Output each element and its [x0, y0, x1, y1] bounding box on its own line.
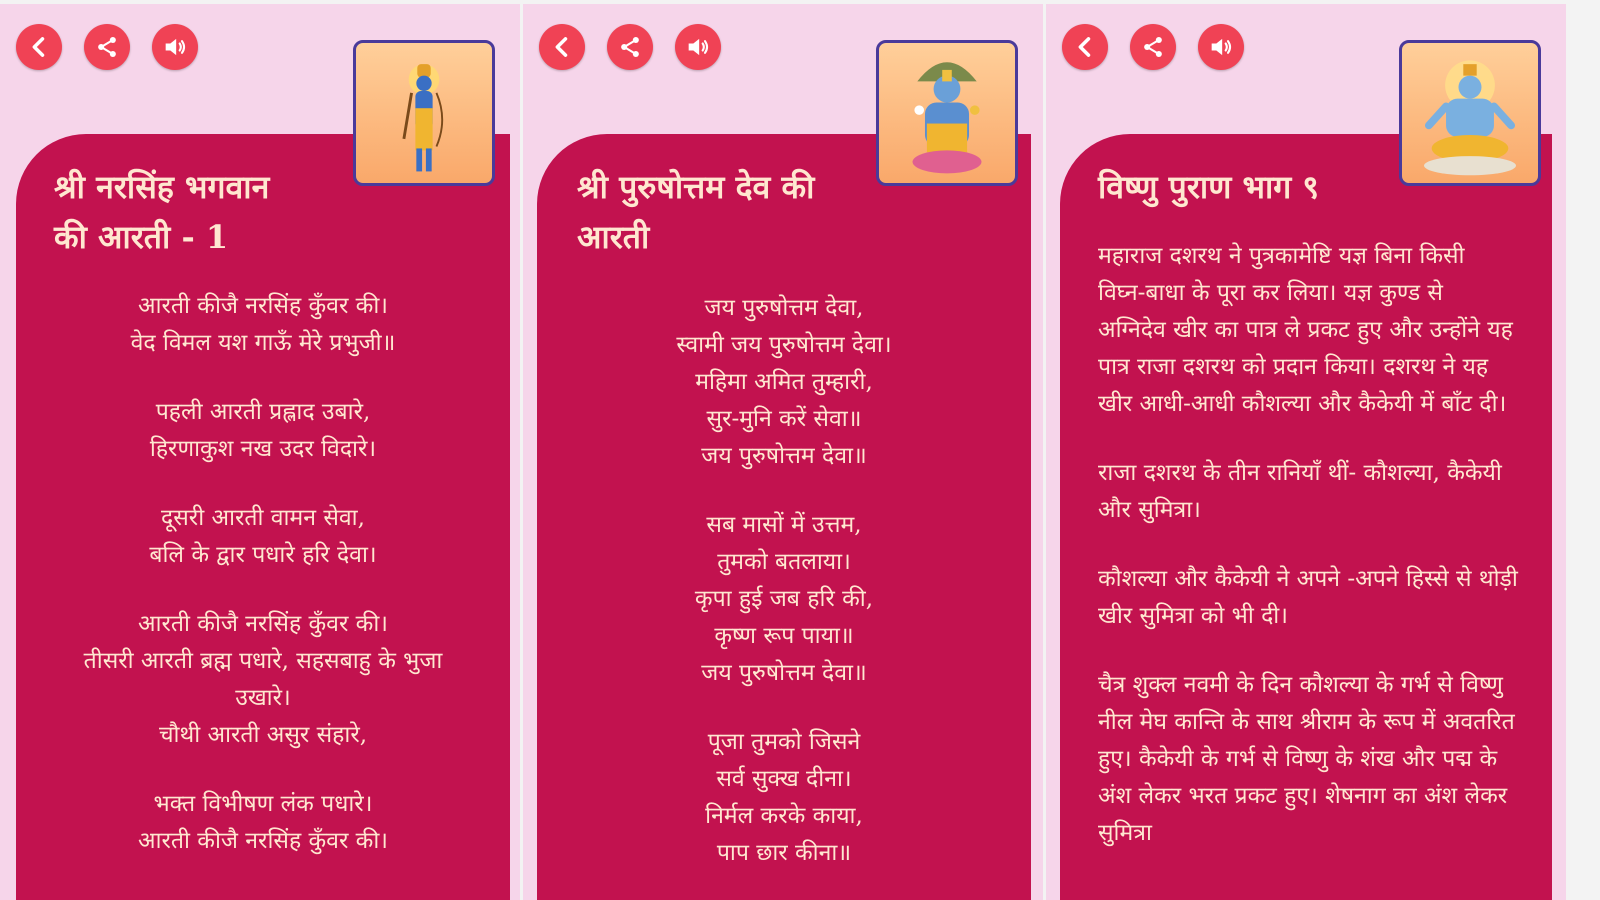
article-body	[1098, 238, 1518, 884]
verses	[28, 288, 498, 892]
share-button[interactable]	[1130, 24, 1176, 70]
stanza: सब मासों में उत्तम, तुमको बतलाया। कृपा हुई जब हरि की, कृष्ण रूप पाया॥ जय पुरुषोत्तम देवा॥	[694, 512, 874, 686]
share-icon	[616, 33, 644, 61]
page-title: श्री नरसिंह भगवान की आरती - 1	[54, 168, 270, 256]
speaker-icon	[1207, 33, 1235, 61]
stanza: पहली आरती प्रह्लाद उबारे, हिरणाकुश नख उदर विदारे।	[149, 399, 377, 462]
lord-vishnu-image	[876, 40, 1018, 186]
share-button[interactable]	[84, 24, 130, 70]
page-title: विष्णु पुराण भाग ९	[1098, 168, 1320, 206]
paragraph: कौशल्या और कैकेयी ने अपने -अपने हिस्से से थोड़ी खीर सुमित्रा को भी दी।	[1098, 566, 1518, 629]
back-icon	[25, 33, 53, 61]
content-card	[1060, 134, 1552, 900]
back-button[interactable]	[1062, 24, 1108, 70]
paragraph: राजा दशरथ के तीन रानियाँ थीं- कौशल्या, कैकेयी और सुमित्रा।	[1098, 460, 1502, 523]
share-icon	[1139, 33, 1167, 61]
stanza: पूजा तुमको जिसने सर्व सुक्ख दीना। निर्मल करके काया, पाप छार कीना॥	[705, 729, 863, 866]
screen-panel-3	[1046, 4, 1566, 900]
page-title: श्री पुरुषोत्तम देव की आरती	[577, 168, 815, 256]
back-icon	[1071, 33, 1099, 61]
screen-panel-2	[523, 4, 1043, 900]
verses	[549, 290, 1019, 900]
share-button[interactable]	[607, 24, 653, 70]
screen-panel-1	[0, 4, 520, 900]
back-button[interactable]	[539, 24, 585, 70]
lord-rama-image	[353, 40, 495, 186]
stanza: दूसरी आरती वामन सेवा, बलि के द्वार पधारे हरि देवा।	[149, 505, 377, 568]
stanza: आरती कीजै नरसिंह कुँवर की। तीसरी आरती ब्रह्म पधारे, सहसबाहु के भुजा उखारे। चौथी आरती असुर संहारे,	[83, 611, 443, 748]
content-card	[16, 134, 510, 900]
paragraph: चैत्र शुक्ल नवमी के दिन कौशल्या के गर्भ से विष्णु नील मेघ कान्ति के साथ श्रीराम के रूप में अवतरित हुए। कैकेयी के गर्भ से विष्णु के शंख और पद्म के अंश लेकर भरत प्रकट हुए। शेषनाग का अंश लेकर सुमित्रा	[1098, 672, 1515, 846]
speaker-button[interactable]	[152, 24, 198, 70]
speaker-button[interactable]	[675, 24, 721, 70]
stanza: आरती कीजै नरसिंह कुँवर की। वेद विमल यश गाऊँ मेरे प्रभुजी॥	[130, 293, 396, 356]
lord-vishnu-seated-image	[1399, 40, 1541, 186]
speaker-icon	[161, 33, 189, 61]
top-toolbar	[539, 24, 721, 70]
back-icon	[548, 33, 576, 61]
back-button[interactable]	[16, 24, 62, 70]
stanza: भक्त विभीषण लंक पधारे। आरती कीजै नरसिंह कुँवर की।	[138, 791, 388, 854]
paragraph: महाराज दशरथ ने पुत्रकामेष्टि यज्ञ बिना किसी विघ्न-बाधा के पूरा कर लिया। यज्ञ कुण्ड से अग्निदेव खीर का पात्र ले प्रकट हुए और उन्होंने यह पात्र राजा दशरथ को प्रदान किया। दशरथ ने यह खीर आधी-आधी कौशल्या और कैकेयी में बाँट दी।	[1098, 243, 1513, 417]
top-toolbar	[16, 24, 198, 70]
share-icon	[93, 33, 121, 61]
content-card	[537, 134, 1031, 900]
speaker-button[interactable]	[1198, 24, 1244, 70]
stanza: जय पुरुषोत्तम देवा, स्वामी जय पुरुषोत्तम देवा। महिमा अमित तुम्हारी, सुर-मुनि करें सेवा॥ जय पुरुषोत्तम देवा॥	[676, 295, 892, 469]
top-toolbar	[1062, 24, 1244, 70]
speaker-icon	[684, 33, 712, 61]
